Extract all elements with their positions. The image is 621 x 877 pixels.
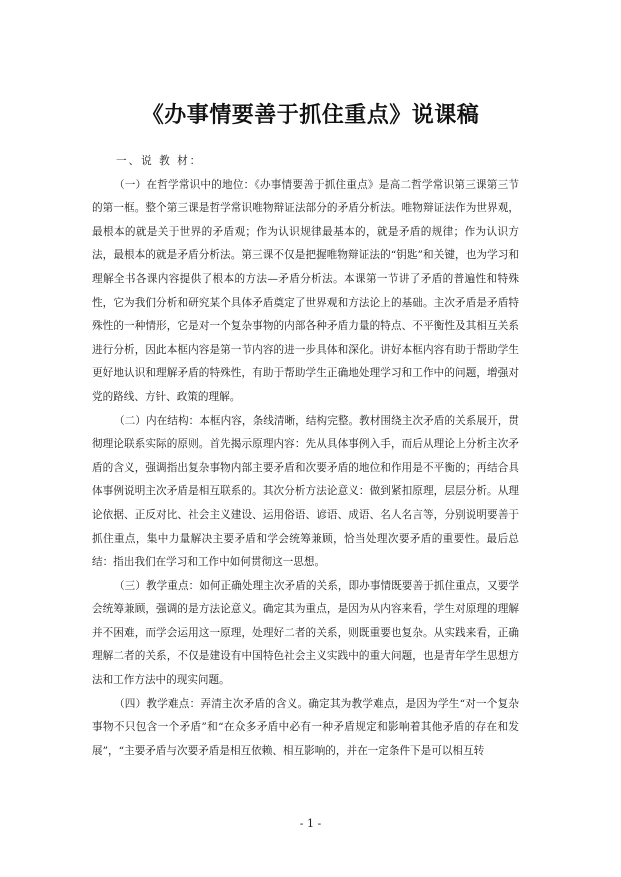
page-number: - 1 - bbox=[299, 817, 322, 830]
paragraph-structure: （二）内在结构：本框内容，条线清晰，结构完整。教材围绕主次矛盾的关系展开，贯彻理论联系实际的原则。首先揭示原理内容：先从具体事例入手，而后从理论上分析主次矛盾的含义，强调指出复杂事物内部主要矛盾和次要矛盾的地位和作用是不平衡的；再结合具体事例说明主次矛盾是相互联系的。其次分析方法论意义：做到紧扣原理，层层分析。从理论依据、正反对比、社会主义建设、运用俗语、谚语、成语、名人名言等，分别说明要善于抓住重点，集中力量解决主要矛盾和学会统筹兼顾，恰当处理次要矛盾的重要性。最后总结：指出我们在学习和工作中如何贯彻这一思想。 bbox=[92, 414, 519, 569]
section-heading: 一、说 教 材： bbox=[116, 155, 203, 167]
document-body bbox=[92, 150, 519, 763]
document-title: 《办事情要善于抓住重点》说课稿 bbox=[141, 102, 480, 128]
paragraph-key-point: （三）教学重点：如何正确处理主次矛盾的关系，即办事情既要善于抓住重点，又要学会统筹兼顾，强调的是方法论意义。确定其为重点，是因为从内容来看，学生对原理的理解并不困难，而学会运用这一原理，处理好二者的关系，则既重要也复杂。从实践来看，正确理解二者的关系，不仅是建设有中国特色社会主义实践中的重大问题，也是青年学生思想方法和工作方法中的现实问题。 bbox=[92, 579, 519, 687]
paragraph-difficulty: （四）教学难点：弄清主次矛盾的含义。确定其为教学难点，是因为学生“对一个复杂事物不只包含一个矛盾”和“在众多矛盾中必有一种矛盾规定和影响着其他矛盾的存在和发展”，“主要矛盾与次要矛盾是相互依赖、相互影响的，并在一定条件下是可以相互转 bbox=[92, 697, 519, 757]
paragraph-position: （一）在哲学常识中的地位：《办事情要善于抓住重点》是高二哲学常识第三课第三节的第一框。整个第三课是哲学常识唯物辩证法部分的矛盾分析法。唯物辩证法作为世界观，最根本的就是关于世界的矛盾观；作为认识规律最基本的，就是矛盾的规律；作为认识方法，最根本的就是矛盾分析法。第三课不仅是把握唯物辩证法的“钥匙”和关键，也为学习和理解全书各课内容提供了根本的方法—矛盾分析法。本课第一节讲了矛盾的普遍性和特殊性，它为我们分析和研究某个具体矛盾奠定了世界观和方法论上的基础。主次矛盾是矛盾特殊性的一种情形，它是对一个复杂事物的内部各种矛盾力量的特点、不平衡性及其相互关系进行分析，因此本框内容是第一节内容的进一步具体和深化。讲好本框内容有助于帮助学生更好地认识和理解矛盾的特殊性，有助于帮助学生正确地处理学习和工作中的问题，增强对党的路线、方针、政策的理解。 bbox=[92, 178, 519, 403]
